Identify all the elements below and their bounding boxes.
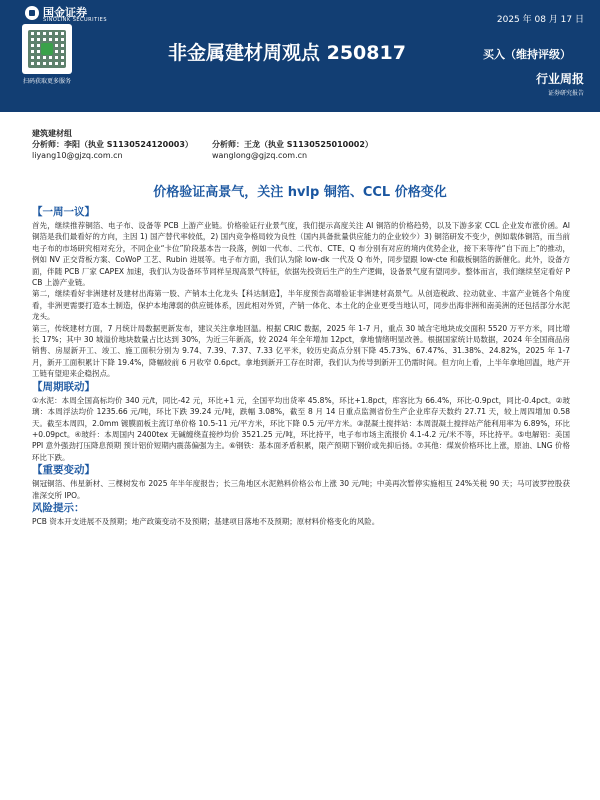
report-type: 行业周报 <box>535 72 584 86</box>
analyst-row <box>32 139 572 161</box>
qr-code-icon <box>22 24 72 74</box>
header-banner <box>0 0 600 112</box>
events-paragraph: 铜冠铜箔、伟星新材、三棵树发布 2025 年半年度报告；长三角地区水泥熟料价格公布上涨 30 元/吨；中美再次暂停实施相互 24%关税 90 天；马可波罗控股获准深交所 IPO。 <box>32 479 570 500</box>
analyst-1-email[interactable]: liyang10@gjzq.com.cn <box>32 151 123 160</box>
report-date: 2025 年 08 月 17 日 <box>496 15 584 25</box>
rating: 买入（维持评级） <box>483 48 571 61</box>
analyst-1 <box>32 139 212 161</box>
analyst-2-email[interactable]: wanglong@gjzq.com.cn <box>212 151 308 160</box>
section-risk-title: 风险提示： <box>32 501 85 514</box>
cycle-paragraph: ①水泥：本周全国高标均价 340 元/t，同比-42 元，环比+1 元，全国平均出货率 45.8%，环比+1.8pct，库容比为 66.4%，环比-0.9pct，同比-0.4pct。②玻璃：本周浮法均价 1235.66 元/吨，环比下跌 39.24 元/吨，跌幅 3.08%，截至 8 月 14 日重点监测省份生产企业库存天数约 27.71 天，较上周四增加 0.58 天。截至本周四，2.0mm 镀膜面板主流订单价格 10.5-11 元/平方米，环比下降 0.5 元/平方米。③混凝土搅拌站：本周混凝土搅拌站产能利用率为 6.89%，环比+0.09pct。④玻纤：本周国内 2400tex 无碱缠绕直接纱均价 3521.25 元/吨，环比持平，电子布市场主流报价 4.1-4.2 元/米不等，环比持平。⑤电解铝：美国 PPI 意外强劲打压降息预期 预计铝价短期内震荡偏强为主。⑥钢铁：基本面矛盾积累，限产预期下钢价或先抑后扬。⑦其他：煤炭价格环比上涨，原油、LNG 价格环比下跌。 <box>32 395 570 462</box>
weekly-paragraph-3: 第三，传统建材方面，7 月统计局数据更新发布，建议关注拿地回温。根据 CRIC 数据，2025 年 1-7 月，重点 30 城含宅地块成交面积 5520 万平方米，同比增长 17%；其中 30 城溢价地块数量占比达到 30%，为近三年新高，较 2024 年全年增加 12pct，拿地情绪明显改善。根据国家统计局数据，2024 年全国商品房销售、房屋新开工、竣工、施工面积分别为 9.74、7.39、7.37、7.33 亿平米，较历史高点分别下降 45.73%、67.47%、31.38%、24.82%，2025 年 1-7 月，新开工面积累计下降 19.4%，降幅较前 6 月收窄 0.6pct。拿地到新开工存在时滞，我们认为传导到新开工仍需时间。但方向上看，上半年拿地回温，地产开工链有望迎来企稳拐点。 <box>32 323 570 379</box>
logo-en: SINOLINK SECURITIES <box>43 17 107 23</box>
department: 建筑建材组 <box>32 129 72 138</box>
qr-caption: 扫码获取更多服务 <box>22 78 71 85</box>
section-events-title: 【重要变动】 <box>32 464 95 477</box>
logo-cn: 国金证券 <box>43 6 87 19</box>
risk-paragraph: PCB 资本开支进展不及预期；地产政策变动不及预期；基建项目落地不及预期；原材料价格变化的风险。 <box>32 516 380 526</box>
report-body <box>32 205 570 527</box>
section-cycle-title: 【周期联动】 <box>32 380 95 393</box>
analyst-2 <box>212 139 412 161</box>
analyst-block <box>32 128 572 161</box>
report-subtype: 证券研究报告 <box>547 90 584 97</box>
headline: 价格验证高景气，关注 hvlp 铜箔、CCL 价格变化 <box>153 185 447 200</box>
analyst-2-line: 分析师：王龙（执业 S1130525010002） <box>212 140 373 149</box>
report-title: 非金属建材周观点 250817 <box>168 42 406 64</box>
section-weekly-title: 【一周一议】 <box>32 206 95 218</box>
weekly-paragraph-2: 第二，继续看好非洲建材及建材出海第一股、产销本土化龙头【科达制造】，半年度预告高增验证非洲建材高景气。从创造税政、拉动就业、丰富产业链各个角度看，非洲更需要打造本土制造，保护本地薄弱的供应链体系，因此相对外贸，产销一体化、本土化的企业更受当地认可，同步出海非洲和南美洲的还包括部分水泥龙头。 <box>32 289 570 322</box>
sinolink-logo-icon <box>25 6 39 20</box>
weekly-paragraph-1: 首先，继续推荐铜箔、电子布、设备等 PCB 上游产业链。价格验证行业景气度，我们提示高度关注 AI 铜箔的价格趋势，以及下游多家 CCL 企业发布涨价函。AI 铜箔是我们最看好的方向，主因 1) 国产替代率较低，2) 国内竞争格局较为良性（国内具备批量供应能力的企业较少）3) 铜箔研发不变少，例如载体铜箔，而当前电子布的市场研究相对充分，不同企业“卡位”阶段基本告一段落，例如一代布、二代布、CTE、Q 布分别有对应的境内优势企业，接下来等待“自下而上”的推动，例如 NV 正交背板方案、CoWoP 工艺、Rubin 进展等。电子布方面，我们认为除 low-dk 一代及 Q 布外，同步望跟 low-cte 和截板铜箔的新催化。此外，设备方面，伴随 PCB 厂家 CAPEX 加速，我们认为设备环节同样呈现高景气特征，依据先投资后生产的生产逻辑，设备景气度有望同步。整体而言，我们继续坚定看好 PCB 上游产业链。 <box>32 221 570 288</box>
analyst-1-line: 分析师：李阳（执业 S1130524120003） <box>32 140 193 149</box>
